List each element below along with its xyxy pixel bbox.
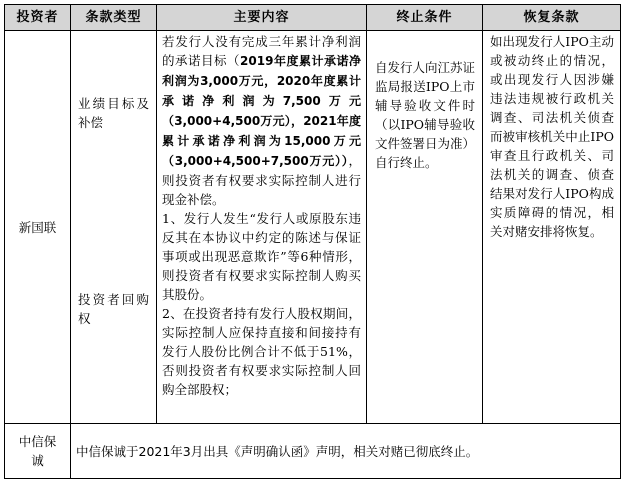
clause-type-cell bbox=[71, 31, 157, 424]
content-paragraph-3: 2、在投资者持有发行人股权期间，实际控制人应保持直接和间接持有发行人股份比例合计不低于51%，否则投资者有权要求实际控制人回购全部股权； bbox=[162, 306, 361, 397]
resumption-cell: 如出现发行人IPO主动或被动终止的情况，或出现发行人因涉嫌违法违规被行政机关调查、司法机关侦查而被审核机关中止IPO审查且行政机关、司法机关的调查、侦查结果对发行人IPO构成实质障碍的情况，相关对赌安排将恢复。 bbox=[483, 31, 621, 424]
header-termination: 终止条件 bbox=[367, 5, 483, 31]
clause-type-buyback: 投资者回购权 bbox=[78, 292, 149, 326]
investor-cell: 中信保诚 bbox=[5, 424, 71, 479]
clause-type-performance: 业绩目标及补偿 bbox=[78, 96, 149, 130]
table-row bbox=[5, 31, 621, 424]
header-main-content: 主要内容 bbox=[157, 5, 367, 31]
header-clause-type: 条款类型 bbox=[71, 5, 157, 31]
content-paragraph-1 bbox=[162, 32, 361, 209]
investor-cell: 新国联 bbox=[5, 31, 71, 424]
table-header-row bbox=[5, 5, 621, 31]
header-investor: 投资者 bbox=[5, 5, 71, 31]
content-after: ，则投资者有权要求实际控制人进行现金补偿。 bbox=[162, 153, 361, 207]
content-paragraph-2: 1、发行人发生“发行人或原股东违反其在本协议中约定的陈述与保证事项或出现恶意欺诈”等6种情形，则投资者有权要求实际控制人购买其股份。 bbox=[162, 211, 361, 302]
agreement-table bbox=[4, 4, 621, 479]
termination-cell: 自发行人向江苏证监局报送IPO上市辅导验收文件时（以IPO辅导验收文件签署日为准）自行终止。 bbox=[367, 31, 483, 424]
table-row bbox=[5, 424, 621, 479]
statement-cell: 中信保诚于2021年3月出具《声明确认函》声明，相关对赌已彻底终止。 bbox=[71, 424, 621, 479]
header-resumption: 恢复条款 bbox=[483, 5, 621, 31]
content-intro: 若发行人没有完成三年累计净利润的承诺目标（ bbox=[162, 34, 361, 68]
main-content-cell bbox=[157, 31, 367, 424]
content-bold-targets: 2019年度累计承诺净利润为3,000万元，2020年度累计承诺净利润为7,500万元（3,000+4,500万元），2021年度累计承诺净利润为15,000万元（3,000+4,500+7,500万元）） bbox=[162, 54, 361, 168]
